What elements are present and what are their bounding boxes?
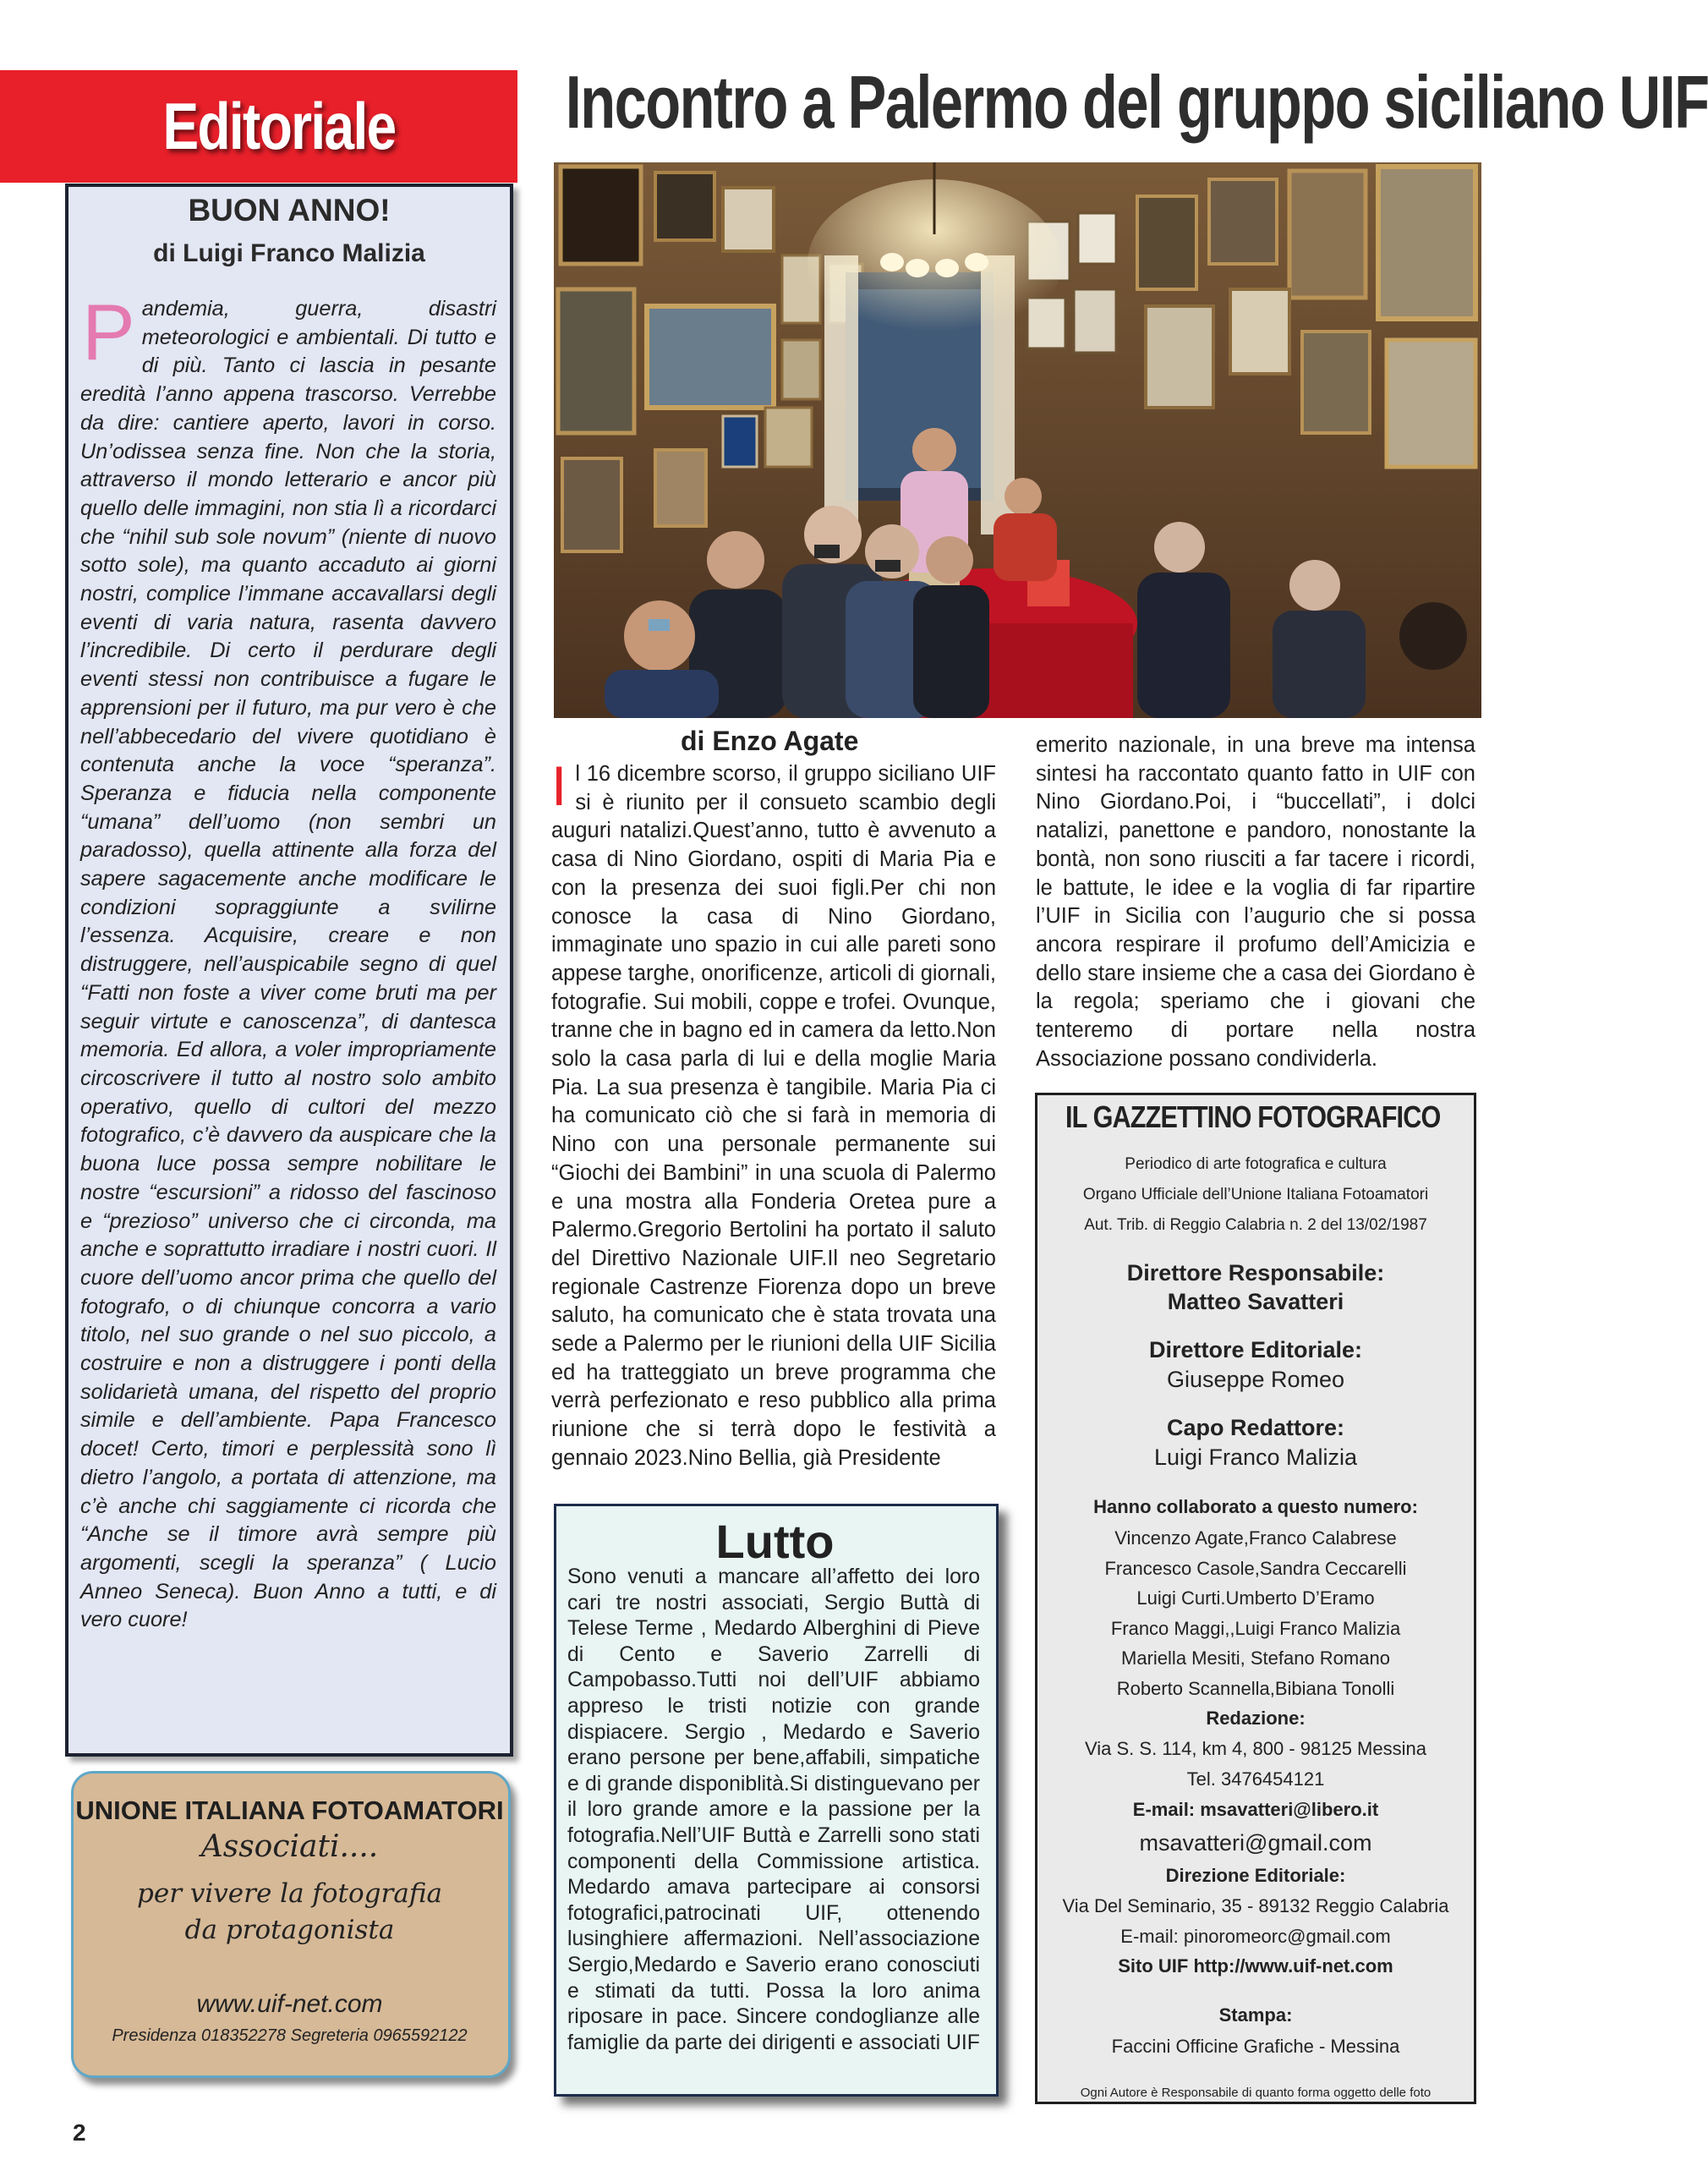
redazione-address: Via S. S. 114, km 4, 800 - 98125 Messina	[1085, 1738, 1426, 1759]
redazione-phone: Tel. 3476454121	[1186, 1768, 1325, 1790]
direttore-editoriale-label: Direttore Editoriale:	[1148, 1337, 1363, 1362]
direttore-responsabile-label: Direttore Responsabile:	[1126, 1260, 1385, 1286]
direzione-editoriale-label: Direzione Editoriale:	[1165, 1865, 1346, 1886]
lutto-title: Lutto	[715, 1515, 835, 1568]
gazzettino-subtitle-1: Periodico di arte fotografica e cultura	[1125, 1155, 1387, 1173]
collaboratori-line: Vincenzo Agate,Franco Calabrese	[1114, 1527, 1397, 1549]
lutto-body: Sono venuti a mancare all’affetto dei loro cari tre nostri associati, Sergio Buttà di Telese Terme , Medardo Alberghini di Pieve di Cento e Saverio Zarrelli di Campobasso.Tutti noi dell’UIF abbiamo appreso le tristi notizie con grande dispiacere. Sergio , Medardo e Saverio erano persone per bene,affabili, simpatiche e di grande disponiblità.Si distinguevano per il loro grande amore e la passione per la fotografia.Nell’UIF Buttà e Zarrelli sono stati componenti della Commissione artistica. Medardo amava partecipare ai consorsi fotografici,patrocinati UIF, ottenendo lusinghiere affermazioni. Nell’associazione Sergio,Medardo e Saverio erano conosciuti e stimati da tutti. Possa la loro anima riposare in pace. Sincere condoglianze alle famiglie da parte dei dirigenti e associati UIF	[567, 1565, 980, 2054]
article-column-1	[551, 754, 996, 1473]
uif-ad-phones: Presidenza 018352278 Segreteria 0965592122	[112, 2026, 468, 2045]
group-meeting-photo	[554, 162, 1481, 718]
editorial-title: BUON ANNO!	[188, 193, 391, 228]
collaboratori-line: Francesco Casole,Sandra Ceccarelli	[1104, 1558, 1407, 1579]
uif-ad-url[interactable]: www.uif-net.com	[196, 1990, 383, 2018]
article-column-1-text: l 16 dicembre scorso, il gruppo siciliano UIF si è riunito per il consueto scambio degli auguri natalizi.Quest’anno, tutto è avvenuto a casa di Nino Giordano, ospiti di Maria Pia e con la presenza dei suoi figli.Per chi non conosce la casa di Nino Giordano, immaginate uno spazio in cui alle pareti sono appese targhe, onorificenze, articoli di giornali, fotografie. Sui mobili, coppe e trofei. Ovunque, tranne che in bagno ed in camera da letto.Non solo la casa parla di lui e della moglie Maria Pia. La sua presenza è tangibile. Maria Pia ci ha comunicato ciò che si farà in memoria di Nino con una personale permanente sui “Giochi dei Bambini” in una scuola di Palermo e una mostra alla Fonderia Oretea pure a Palermo.Gregorio Bertolini ha portato il saluto del Direttivo Nazionale UIF.Il neo Segretario regionale Castrenze Fiorenza dopo un breve saluto, ha comunicato che è stata trovata una sede a Palermo per le riunioni della UIF Sicilia ed ha tratteggiato un breve programma che verrà perfezionato e reso pubblico alla prima riunione che si terrà dopo le festività a gennaio 2023.Nino Bellia, già Presidente	[551, 762, 996, 1470]
editoriale-banner-label: Editoriale	[162, 89, 396, 163]
uif-ad-slogan-2: per vivere la fotografia	[137, 1878, 442, 1909]
gazzettino-title: IL GAZZETTINO FOTOGRAFICO	[1065, 1099, 1441, 1134]
direzione-editoriale-email[interactable]: E-mail: pinoromeorc@gmail.com	[1120, 1926, 1391, 1947]
stampa-name: Faccini Officine Grafiche - Messina	[1111, 2036, 1400, 2057]
collaboratori-line: Mariella Mesiti, Stefano Romano	[1121, 1647, 1390, 1669]
editorial-author: di Luigi Franco Malizia	[153, 239, 425, 267]
editorial-body	[80, 288, 496, 1635]
article-column-2: emerito nazionale, in una breve ma intensa sintesi ha raccontato quanto fatto in UIF con Nino Giordano.Poi, i “buccellati”, i dolci natalizi, panettone e pandoro, nonostante la bontà, non sono riusciti a far tacere i ricordi, le battute, le idee e la voglia di far ripartire l’UIF in Sicilia con l’augurio che si possa ancora respirare il profumo dell’Amicizia e dello stare insieme che a casa dei Giordano è la regola; speriamo che i giovani che tenteremo di portare nella nostra Associazione possano condividerla.	[1036, 733, 1475, 1071]
uif-ad-slogan-3: da protagonista	[184, 1915, 395, 1945]
article-headline: Incontro a Palermo del gruppo siciliano UIF	[565, 60, 1708, 144]
uif-ad-title: UNIONE ITALIANA FOTOAMATORI	[75, 1795, 504, 1825]
direttore-editoriale-name: Giuseppe Romeo	[1166, 1367, 1345, 1392]
gazzettino-subtitle-2: Organo Ufficiale dell’Unione Italiana Fotoamatori	[1082, 1186, 1429, 1203]
editorial-dropcap: P	[82, 288, 135, 376]
uif-ad-slogan-1: Associati....	[200, 1829, 379, 1864]
article-byline: di Enzo Agate	[681, 726, 859, 756]
direttore-responsabile-name: Matteo Savatteri	[1167, 1289, 1344, 1314]
editorial-text: andemia, guerra, disastri meteorologici e ambientali. Di tutto e di più. Tanto ci lascia in pesante eredità l’anno appena trascorso. Verrebbe da dire: cantiere aperto, lavori in corso. Un’odissea senza fine. Non che la storia, attraverso il mondo letterario e ancor più quello delle immagini, non stia lì a ricordarci che “nihil sub sole novum” (niente di nuovo sotto sole), ma quanto accaduto ai giorni nostri, complice l’immane accavallarsi degli eventi di varia natura, rasenta davvero l’incredibile. Di certo il perdurare degli eventi stessi non contribuisce a fugare le apprensioni per il futuro, ma pur vero è che nell’abbecedario del vivere quotidiano è contenuta anche la voce “speranza”. Speranza e fiducia nella componente “umana” dell’uomo (non sembri un paradosso), quella attinente alla forza del sapere sagacemente anche modificare le condizioni sopraggiunte a svilirne l’essenza. Acquisire, creare e non distruggere, nell’auspicabile segno di quel “Fatti non foste a viver come bruti ma per seguir virtute e canoscenza”, di dantesca memoria. Ed allora, a voler impropriamente circoscrivere il tutto al nostro solo ambito operativo, quello di cultori del mezzo fotografico, c’è davvero da auspicare che la buona luce possa sempre nobilitare le nostre “escursioni” a ridosso del fascinoso e “prezioso” universo che ci circonda, ma anche e soprattutto irradiare i nostri cuori. Il cuore dell’uomo ancor prima che quello del fotografo, o di chiunque concorra a vario titolo, nel suo grande o nel suo piccolo, a costruire e non a distruggere i ponti della solidarietà umana, del rispetto del proprio simile e dell’ambiente. Papa Francesco docet! Certo, timori e perplessità sono lì dietro l’angolo, a portata di attenzione, ma c’è anche chi saggiamente ci ricorda che “Anche se il timore avrà sempre più argomenti, scegli la speranza” ( Lucio Anneo Seneca). Buon Anno a tutti, e di vero cuore!	[80, 297, 496, 1632]
redazione-label: Redazione:	[1206, 1708, 1306, 1729]
direzione-editoriale-address: Via Del Seminario, 35 - 89132 Reggio Calabria	[1062, 1895, 1449, 1916]
redazione-email-1[interactable]: E-mail: msavatteri@libero.it	[1132, 1799, 1379, 1820]
page-number: 2	[73, 2119, 86, 2146]
gazzettino-subtitle-3: Aut. Trib. di Reggio Calabria n. 2 del 13/02/1987	[1084, 1216, 1427, 1234]
capo-redattore-name: Luigi Franco Malizia	[1153, 1445, 1358, 1470]
collaboratori-line: Franco Maggi,,Luigi Franco Malizia	[1110, 1618, 1401, 1639]
collaboratori-line: Luigi Curti.Umberto D’Eramo	[1136, 1587, 1375, 1609]
capo-redattore-label: Capo Redattore:	[1166, 1415, 1344, 1440]
sito-uif[interactable]: Sito UIF http://www.uif-net.com	[1118, 1955, 1393, 1976]
gazzettino-note: Ogni Autore è Responsabile di quanto forma oggetto delle foto	[1080, 2086, 1432, 2100]
collaboratori-line: Roberto Scannella,Bibiana Tonolli	[1116, 1678, 1395, 1699]
article-dropcap: I	[551, 754, 567, 817]
stampa-label: Stampa:	[1218, 2004, 1293, 2026]
collaboratori-label: Hanno collaborato a questo numero:	[1093, 1496, 1418, 1517]
redazione-email-2[interactable]: msavatteri@gmail.com	[1139, 1830, 1372, 1856]
